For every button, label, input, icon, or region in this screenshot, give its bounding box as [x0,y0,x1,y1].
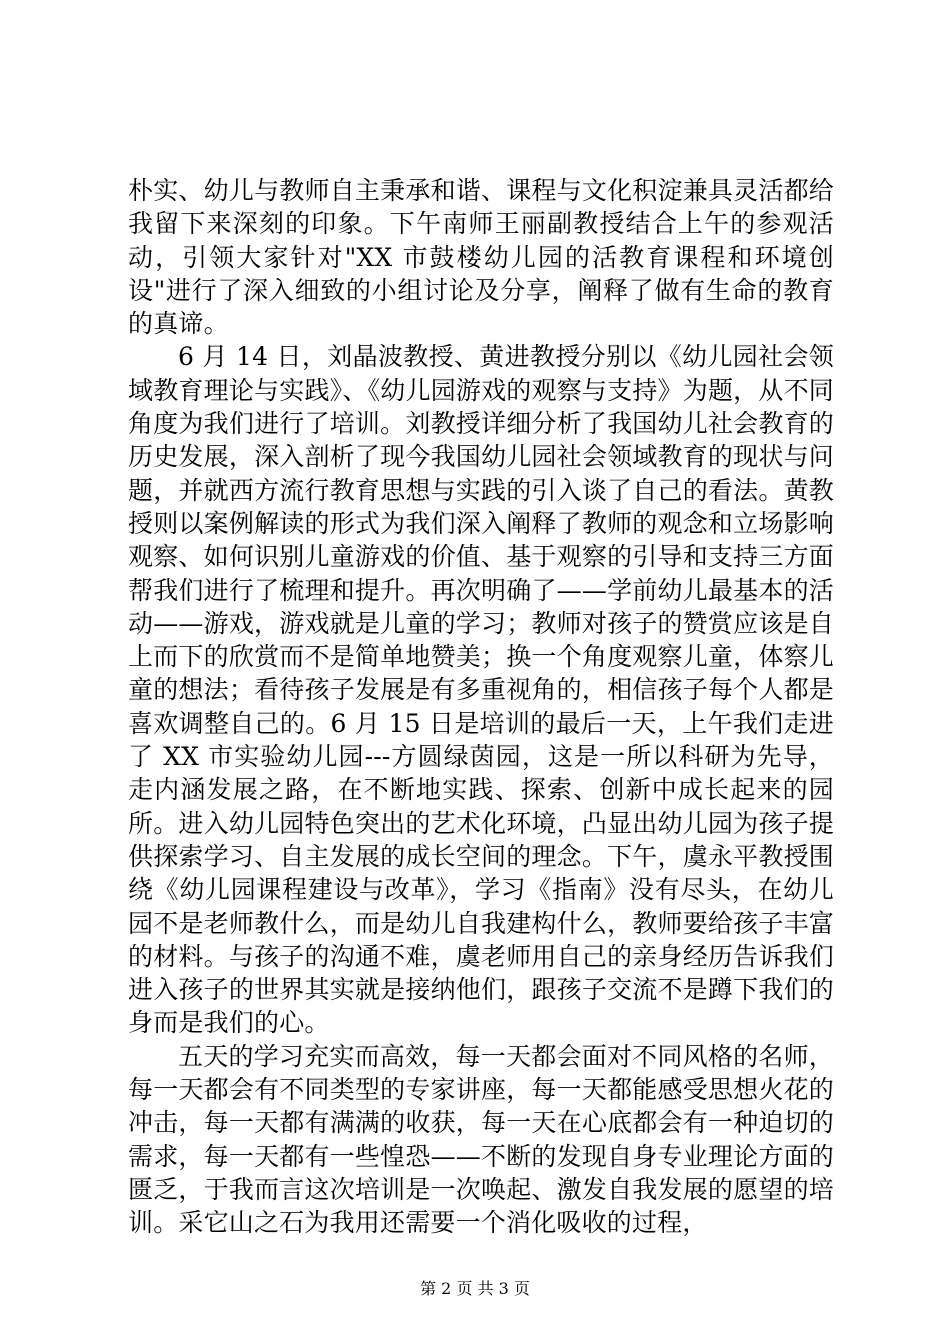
paragraph-3: 五天的学习充实而高效，每一天都会面对不同风格的名师，每一天都会有不同类型的专家讲座，每一天都能感受思想火花的冲击，每一天都有满满的收获，每一天在心底都会有一种迫切的需求，每一天都有一些惶恐——不断的发现自身专业理论方面的匮乏，于我而言这次培训是一次唤起、激发自我发展的愿望的培训。采它山之石为我用还需要一个消化吸收的过程， [128,1041,834,1238]
paragraph-1: 朴实、幼儿与教师自主秉承和谐、课程与文化积淀兼具灵活都给我留下来深刻的印象。下午南师王丽副教授结合上午的参观活动，引领大家针对"XX 市鼓楼幼儿园的活教育课程和环境创设"进行了深入细致的小组讨论及分享，阐释了做有生命的教育的真谛。 [128,176,834,339]
document-body [128,174,834,1240]
paragraph-2: 6 月 14 日，刘晶波教授、黄进教授分别以《幼儿园社会领域教育理论与实践》、《幼儿园游戏的观察与支持》为题，从不同角度为我们进行了培训。刘教授详细分析了我国幼儿社会教育的历史发展，深入剖析了现今我国幼儿园社会领域教育的现状与问题，并就西方流行教育思想与实践的引入谈了自己的看法。黄教授则以案例解读的形式为我们深入阐释了教师的观念和立场影响观察、如何识别儿童游戏的价值、基于观察的引导和支持三方面帮我们进行了梳理和提升。再次明确了——学前幼儿最基本的活动——游戏，游戏就是儿童的学习；教师对孩子的赞赏应该是自上而下的欣赏而不是简单地赞美；换一个角度观察儿童，体察儿童的想法；看待孩子发展是有多重视角的，相信孩子每个人都是喜欢调整自己的。6 月 15 日是培训的最后一天，上午我们走进了 XX 市实验幼儿园---方圆绿茵园，这是一所以科研为先导，走内涵发展之路，在不断地实践、探索、创新中成长起来的园所。进入幼儿园特色突出的艺术化环境，凸显出幼儿园为孩子提供探索学习、自主发展的成长空间的理念。下午，虞永平教授围绕《幼儿园课程建设与改革》，学习《指南》没有尽头，在幼儿园不是老师教什么，而是幼儿自我建构什么，教师要给孩子丰富的材料。与孩子的沟通不难，虞老师用自己的亲身经历告诉我们进入孩子的世界其实就是接纳他们，跟孩子交流不是蹲下我们的身而是我们的心。 [128,342,834,1038]
page-number-footer: 第 2 页 共 3 页 [420,1279,530,1298]
